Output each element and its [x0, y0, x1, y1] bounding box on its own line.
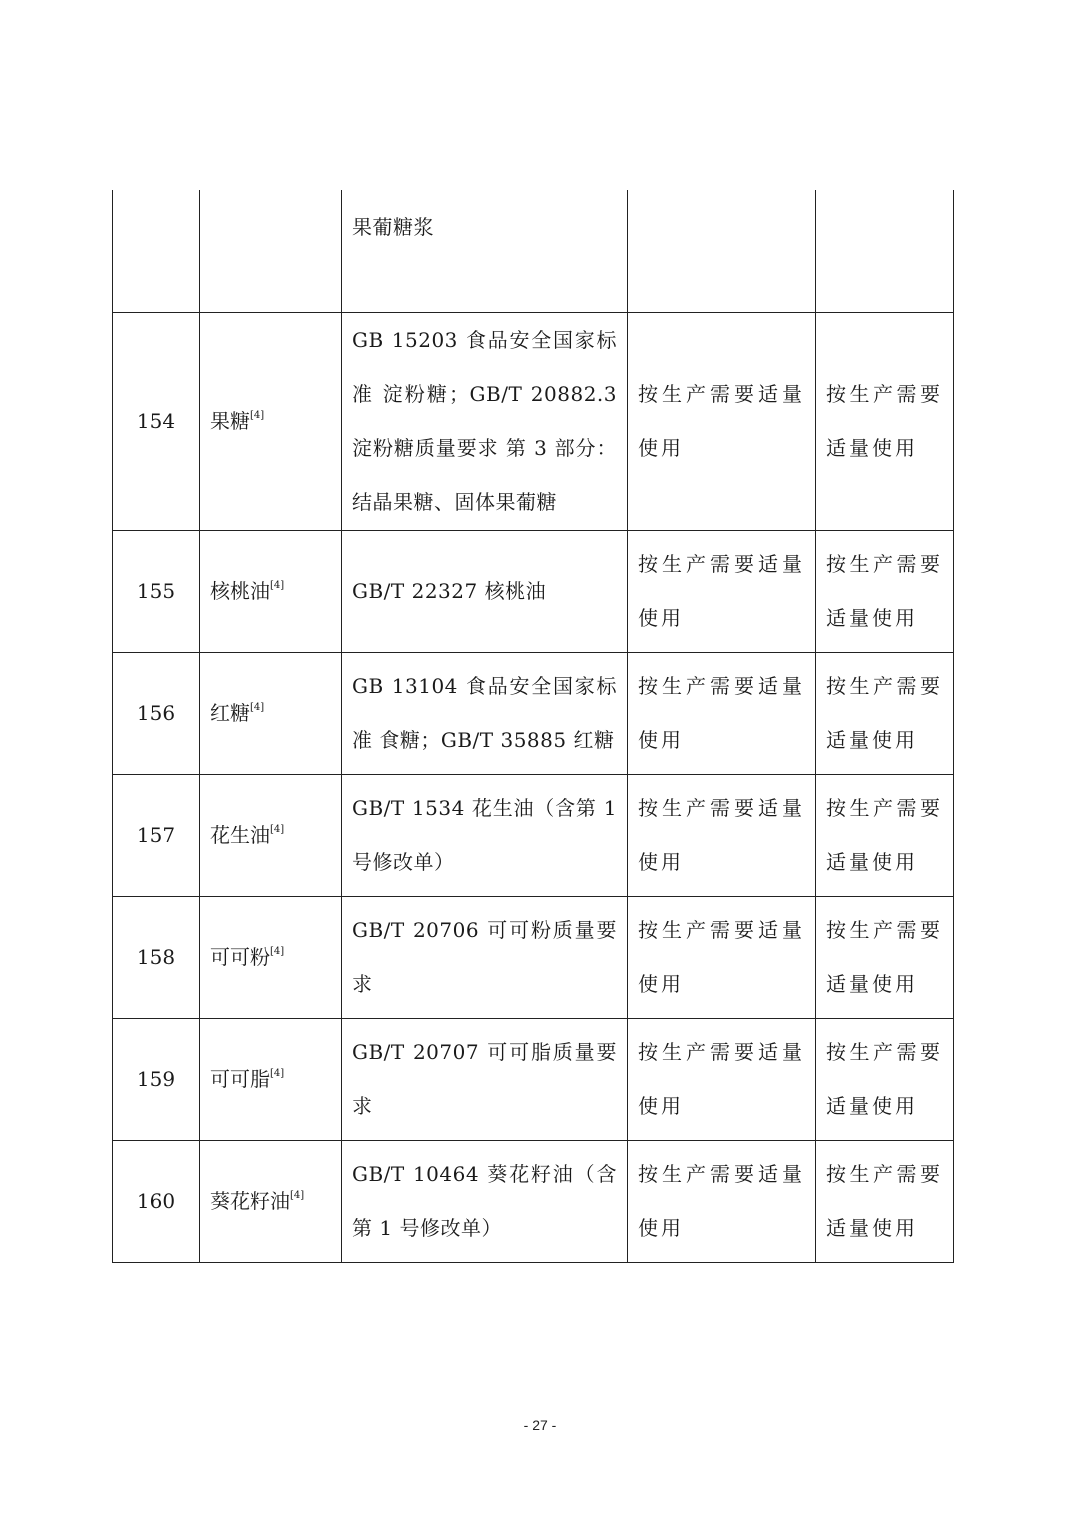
- cell-number: 157: [113, 774, 200, 896]
- cell-standard: GB/T 10464 葵花籽油（含第 1 号修改单）: [342, 1140, 628, 1262]
- page-number: - 27 -: [523, 1417, 557, 1433]
- reference-marker: [4]: [270, 580, 285, 592]
- table-row-continuation: [113, 190, 954, 312]
- cell-usage-food: 按生产需要适量使用: [628, 1140, 816, 1262]
- cell-usage-health: [816, 190, 954, 312]
- table-row: [113, 652, 954, 774]
- cell-number: 160: [113, 1140, 200, 1262]
- cell-usage-food: 按生产需要适量使用: [628, 530, 816, 652]
- reference-marker: [4]: [290, 1190, 305, 1202]
- cell-usage-food: [628, 190, 816, 312]
- cell-name: 花生油[4]: [200, 774, 342, 896]
- cell-name: 核桃油[4]: [200, 530, 342, 652]
- table-row: [113, 1018, 954, 1140]
- cell-name: 可可脂[4]: [200, 1018, 342, 1140]
- table-row: [113, 312, 954, 530]
- table-row: [113, 774, 954, 896]
- cell-standard: GB/T 20706 可可粉质量要求: [342, 896, 628, 1018]
- reference-marker: [4]: [270, 824, 285, 836]
- cell-name: 葵花籽油[4]: [200, 1140, 342, 1262]
- cell-standard: GB/T 20707 可可脂质量要求: [342, 1018, 628, 1140]
- cell-name: [200, 190, 342, 312]
- cell-usage-health: 按生产需要适量使用: [816, 652, 954, 774]
- cell-usage-health: 按生产需要适量使用: [816, 312, 954, 530]
- table-row: [113, 1140, 954, 1262]
- cell-standard: GB/T 1534 花生油（含第 1 号修改单）: [342, 774, 628, 896]
- cell-standard: GB 15203 食品安全国家标准 淀粉糖；GB/T 20882.3 淀粉糖质量要求 第 3 部分：结晶果糖、固体果葡糖: [342, 312, 628, 530]
- cell-number: 154: [113, 312, 200, 530]
- cell-standard: GB/T 22327 核桃油: [342, 530, 628, 652]
- cell-name: 红糖[4]: [200, 652, 342, 774]
- reference-marker: [4]: [270, 1068, 285, 1080]
- cell-usage-food: 按生产需要适量使用: [628, 1018, 816, 1140]
- standards-table: [112, 190, 954, 1263]
- cell-standard: 果葡糖浆: [342, 190, 628, 312]
- reference-marker: [4]: [250, 702, 265, 714]
- cell-usage-food: 按生产需要适量使用: [628, 652, 816, 774]
- table-row: [113, 896, 954, 1018]
- cell-usage-food: 按生产需要适量使用: [628, 896, 816, 1018]
- table-row: [113, 530, 954, 652]
- cell-number: 156: [113, 652, 200, 774]
- cell-usage-health: 按生产需要适量使用: [816, 1018, 954, 1140]
- cell-standard: GB 13104 食品安全国家标准 食糖；GB/T 35885 红糖: [342, 652, 628, 774]
- cell-usage-health: 按生产需要适量使用: [816, 774, 954, 896]
- cell-number: [113, 190, 200, 312]
- reference-marker: [4]: [270, 946, 285, 958]
- cell-number: 155: [113, 530, 200, 652]
- cell-usage-health: 按生产需要适量使用: [816, 1140, 954, 1262]
- cell-usage-health: 按生产需要适量使用: [816, 530, 954, 652]
- cell-name: 果糖[4]: [200, 312, 342, 530]
- reference-marker: [4]: [250, 410, 265, 422]
- cell-usage-food: 按生产需要适量使用: [628, 312, 816, 530]
- cell-name: 可可粉[4]: [200, 896, 342, 1018]
- cell-usage-food: 按生产需要适量使用: [628, 774, 816, 896]
- cell-number: 159: [113, 1018, 200, 1140]
- cell-usage-health: 按生产需要适量使用: [816, 896, 954, 1018]
- cell-number: 158: [113, 896, 200, 1018]
